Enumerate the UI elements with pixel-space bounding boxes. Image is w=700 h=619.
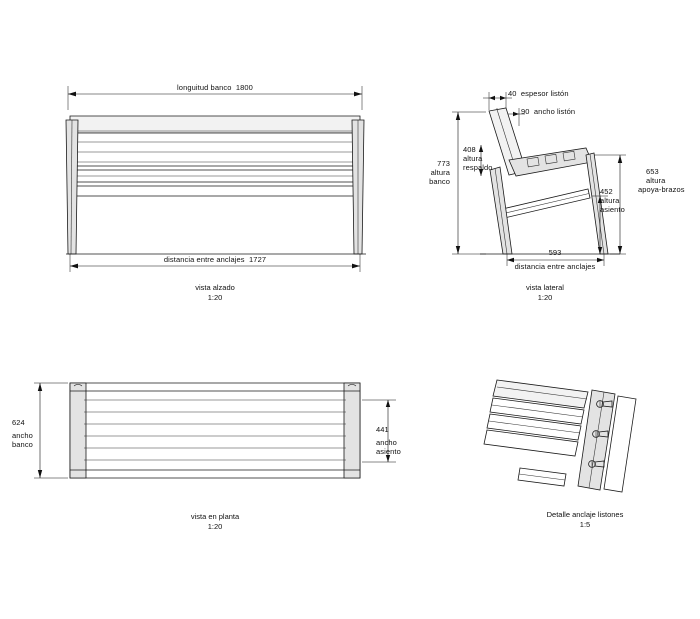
dim-longitud-banco: longuitud banco 1800 [177,83,253,92]
view-scale-vista-lateral: 1:20 [537,293,553,302]
view-title-detalle-anclaje: Detalle anclaje listones [546,510,624,519]
dim-ancho-asiento-value: 441 [376,425,389,434]
dim-distancia-entre-anclajes-alzado: distancia entre anclajes 1727 [163,255,267,264]
dim-altura-respaldo-label-2: respaldo [463,163,493,172]
dim-altura-banco-label-2: banco [429,177,450,186]
dim-altura-asiento-label-1: altura [600,196,620,205]
view-title-vista-alzado: vista alzado [195,283,235,292]
dim-altura-respaldo-label-1: altura [463,154,483,163]
view-scale-detalle-anclaje: 1:5 [579,520,591,529]
view-title-vista-lateral: vista lateral [526,283,564,292]
dim-altura-banco-label-1: altura [430,168,450,177]
view-title-vista-planta: vista en planta [190,512,240,521]
view-detail-anchor [484,380,636,492]
view-plan [34,383,396,478]
dim-espesor-liston: 40 espesor listón [508,89,569,98]
dim-ancho-banco-value: 624 [12,418,25,427]
dim-ancho-asiento-label-1: ancho [376,438,397,447]
view-front-elevation [66,86,366,272]
dim-altura-apoya-brazos-value: 653 [646,167,659,176]
dim-altura-banco-value: 773 [437,159,450,168]
dim-ancho-asiento-label-2: asiento [376,447,401,456]
view-scale-vista-alzado: 1:20 [207,293,223,302]
dim-altura-apoya-brazos-label-2: apoya-brazos [638,185,685,194]
view-side-elevation [452,92,626,266]
dim-ancho-banco-label-1: ancho [12,431,33,440]
dim-distancia-anclajes-lateral-label: distancia entre anclajes [514,262,596,271]
dim-altura-apoya-brazos-label-1: altura [646,176,666,185]
dim-ancho-banco-label-2: banco [12,440,33,449]
dim-altura-respaldo-value: 408 [463,145,476,154]
dim-ancho-liston: 90 ancho listón [521,107,576,116]
dim-altura-asiento-label-2: asiento [600,205,625,214]
dim-distancia-anclajes-lateral-value: 593 [548,248,562,257]
dim-altura-asiento-value: 452 [600,187,613,196]
view-scale-vista-planta: 1:20 [207,522,223,531]
